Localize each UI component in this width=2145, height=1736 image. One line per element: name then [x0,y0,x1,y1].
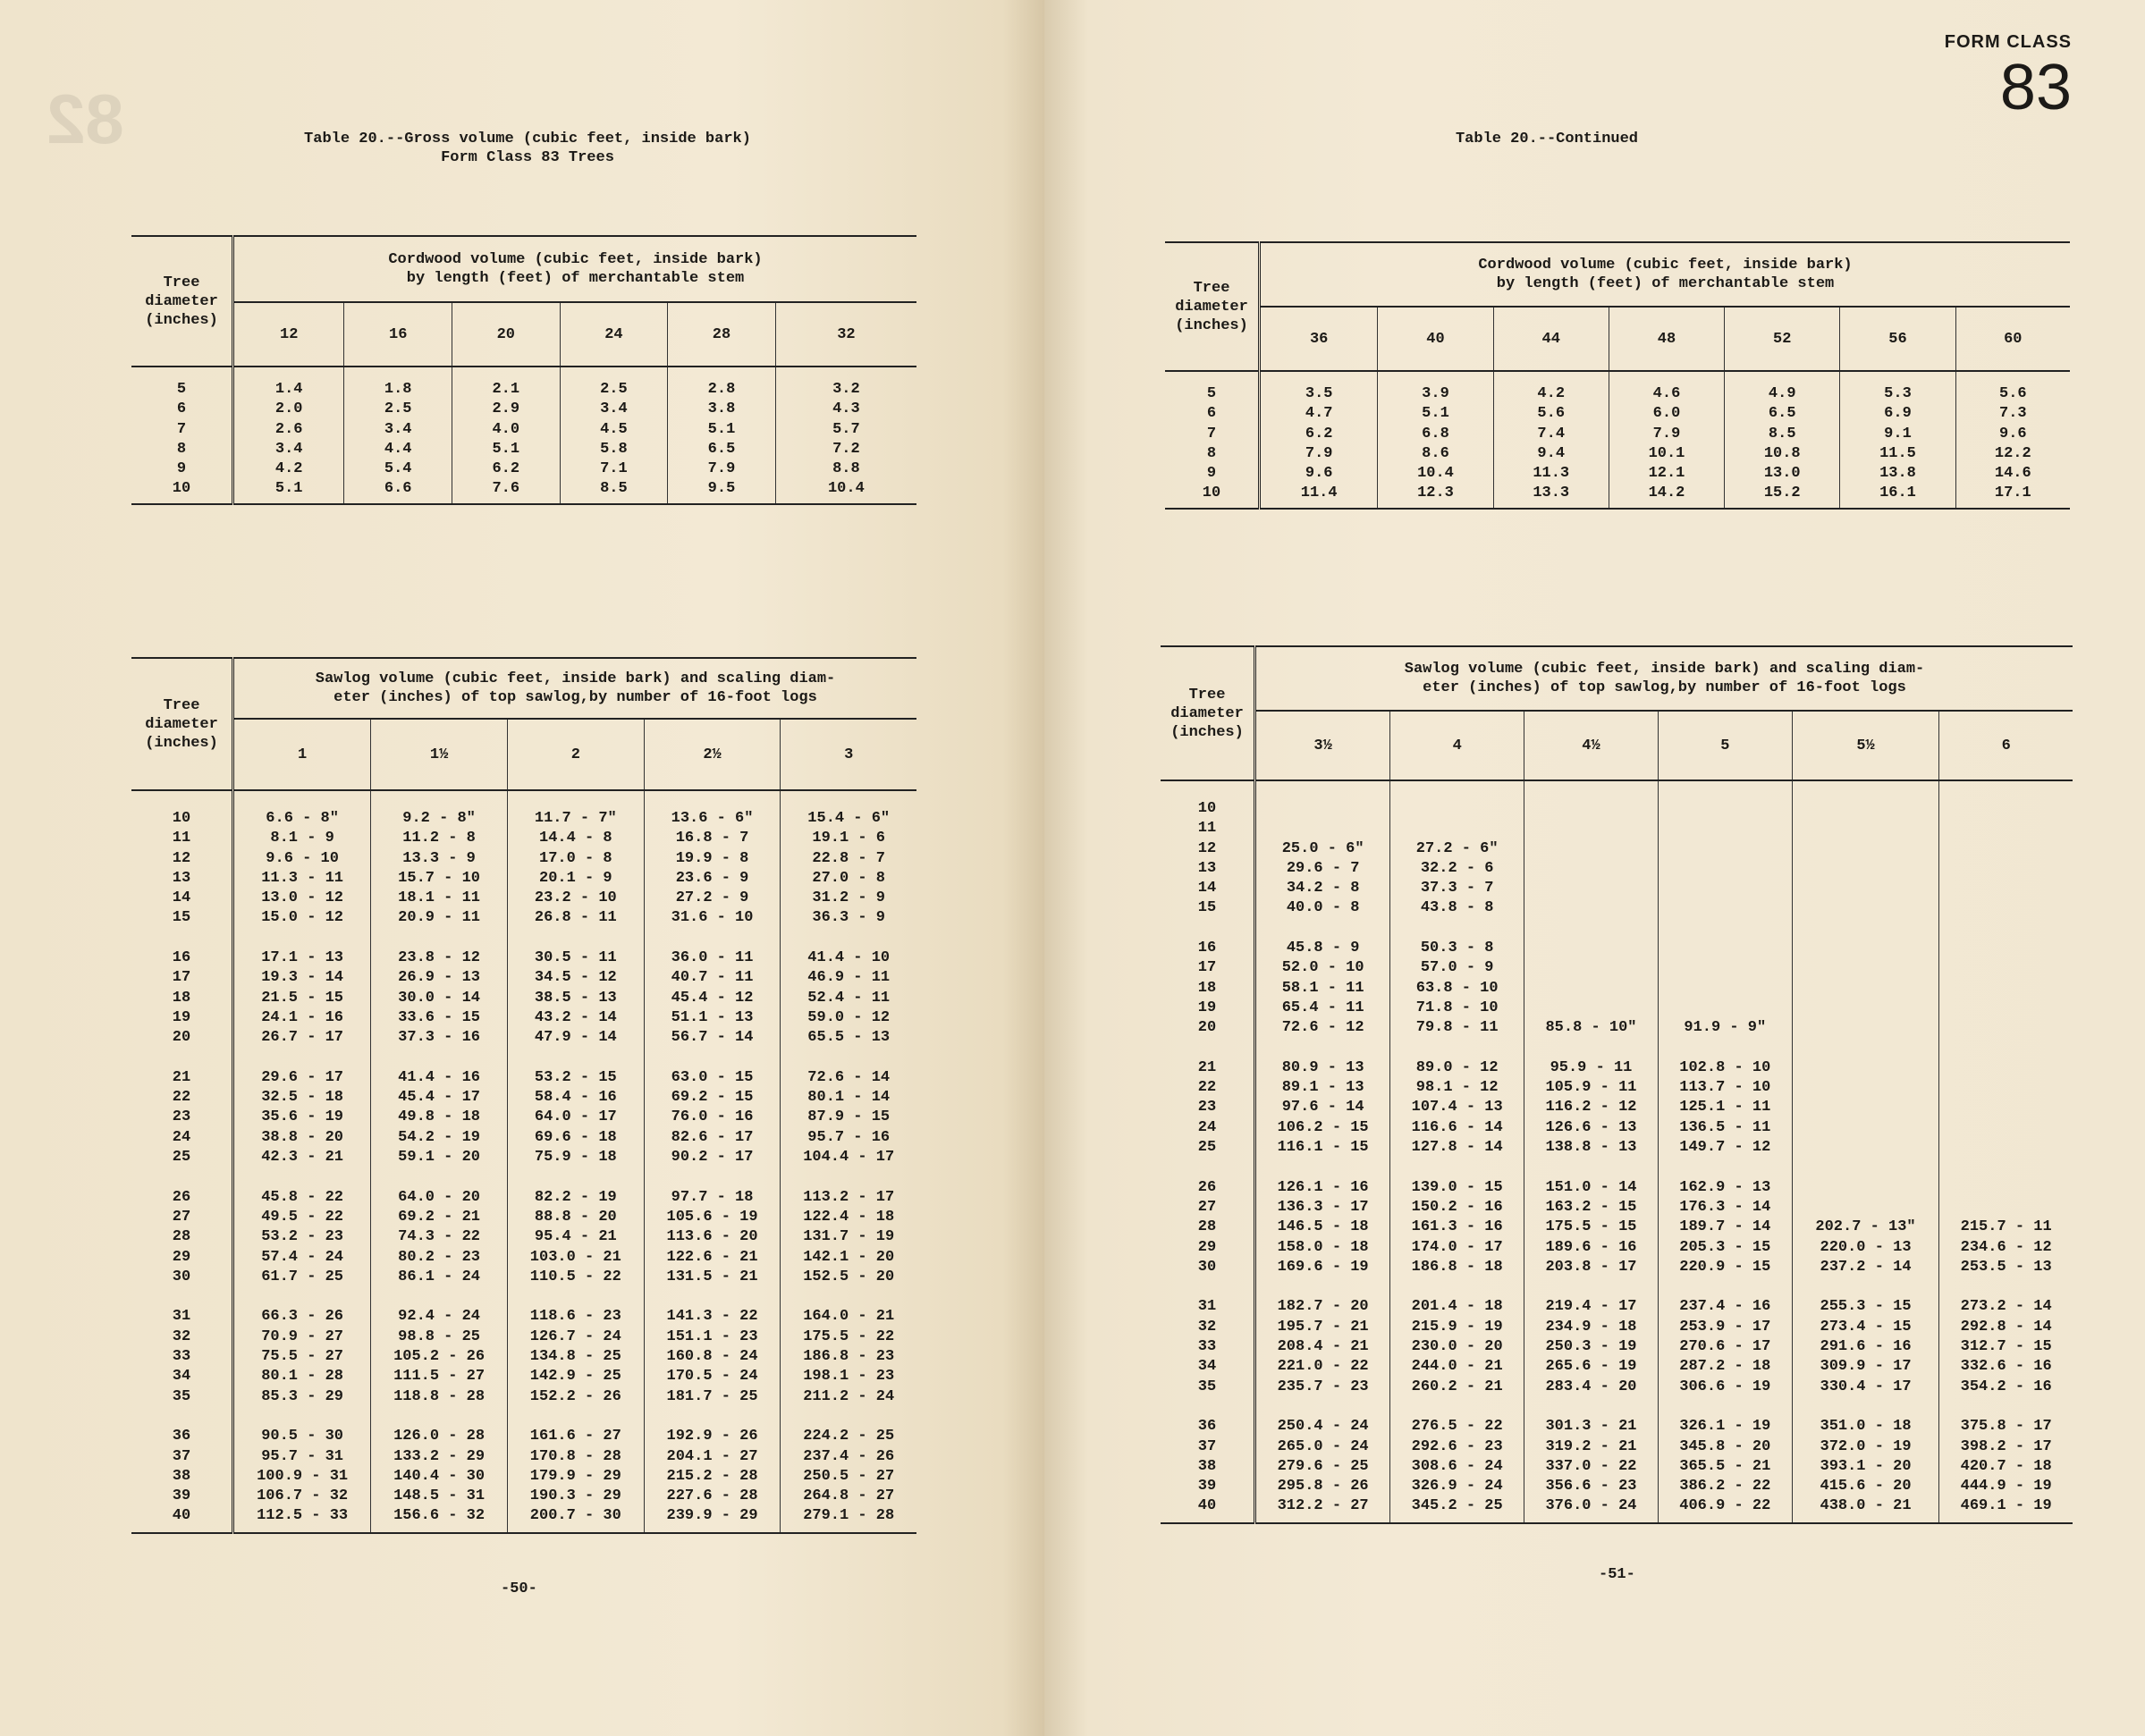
value-column: 2.5 3.4 4.5 5.8 7.1 8.5 [560,367,668,504]
value-column: 215.7 - 11 234.6 - 12 253.5 - 13 273.2 - 14 292.8 - 14 312.7 - 15 332.6 - 16 354.2 - 16 375.8 - 17 398.2 - 17 420.7 - 18 444.9 - 19 469.1 - 19 [1939,780,2073,1523]
column-header: 52 [1725,307,1840,371]
column-header: 48 [1609,307,1724,371]
value-column: 15.4 - 6" 19.1 - 6 22.8 - 7 27.0 - 8 31.2 - 9 36.3 - 9 41.4 - 10 46.9 - 11 52.4 - 11 59.0 - 12 65.5 - 13 72.6 - 14 80.1 - 14 87.9 - 15 95.7 - 16 104.4 - 17 113.2 - 17 122.4 - 18 131.7 - 19 142.1 - 20 152.5 - 20 164.0 - 21 175.5 - 22 186.8 - 23 198.1 - 23 211.2 - 24 224.2 - 25 237.4 - 26 250.5 - 27 264.8 - 27 279.1 - 28 [781,790,916,1533]
value-column: 5.6 7.3 9.6 12.2 14.6 17.1 [1955,371,2070,509]
value-column: 6.6 - 8" 8.1 - 9 9.6 - 10 11.3 - 11 13.0 - 12 15.0 - 12 17.1 - 13 19.3 - 14 21.5 - 15 24.1 - 16 26.7 - 17 29.6 - 17 32.5 - 18 35.6 - 19 38.8 - 20 42.3 - 21 45.8 - 22 49.5 - 22 53.2 - 23 57.4 - 24 61.7 - 25 66.3 - 26 70.9 - 27 75.5 - 27 80.1 - 28 85.3 - 29 90.5 - 30 95.7 - 31 100.9 - 31 106.7 - 32 112.5 - 33 [257,810,349,1525]
diameter-column: 10 11 12 13 14 15 16 17 18 19 20 21 22 23 24 25 26 27 28 29 30 31 32 33 34 35 36 37 38 39 40 [1161,780,1255,1523]
left-title-line-1: Table 20.--Gross volume (cubic feet, inside bark) [304,131,751,147]
column-header: 6 [1939,711,2073,780]
column-header: 1 [233,719,371,790]
value-column: 4.6 6.0 7.9 10.1 12.1 14.2 [1609,371,1724,509]
column-header: 4 [1390,711,1524,780]
right-sawlog-table [1161,645,2073,1524]
cordwood-group-header: Cordwood volume (cubic feet, inside bark) by length (feet) of merchantable stem [1260,242,2071,307]
column-header: 1½ [371,719,508,790]
value-column: 2.8 3.8 5.1 6.5 7.9 9.5 [668,367,776,504]
diameter-column: 10 11 12 13 14 15 16 17 18 19 20 21 22 23 24 25 26 27 28 29 30 31 32 33 34 35 36 37 38 39 40 [131,790,233,1533]
value-column: 27.2 - 6" 32.2 - 6 37.3 - 7 43.8 - 8 50.3 - 8 57.0 - 9 63.8 - 10 71.8 - 10 79.8 - 11 89.0 - 12 98.1 - 12 107.4 - 13 116.6 - 14 127.8 - 14 139.0 - 15 150.2 - 16 161.3 - 16 174.0 - 17 186.8 - 18 201.4 - 18 215.9 - 19 230.0 - 20 244.0 - 21 260.2 - 21 276.5 - 22 292.6 - 23 308.6 - 24 326.9 - 24 345.2 - 25 [1390,780,1524,1523]
page-number: -51- [1599,1566,1635,1583]
page-number: -50- [501,1580,537,1597]
column-header: 12 [233,302,344,367]
diameter-header: Tree diameter (inches) [1165,242,1260,371]
column-header: 28 [668,302,776,367]
value-column: 13.6 - 6" 16.8 - 7 19.9 - 8 23.6 - 9 27.2 - 9 31.6 - 10 36.0 - 11 40.7 - 11 45.4 - 12 51.1 - 13 56.7 - 14 63.0 - 15 69.2 - 15 76.0 - 16 82.6 - 17 90.2 - 17 97.7 - 18 105.6 - 19 113.6 - 20 122.6 - 21 131.5 - 21 141.3 - 22 151.1 - 23 160.8 - 24 170.5 - 24 181.7 - 25 192.9 - 26 204.1 - 27 215.2 - 28 227.6 - 28 239.9 - 29 [644,790,781,1533]
diameter-column: 5 6 7 8 9 10 [131,367,233,504]
bleed-through-page-number: 82 [46,80,124,158]
column-header: 4½ [1524,711,1659,780]
value-column: 9.2 - 8" 11.2 - 8 13.3 - 9 15.7 - 10 18.1 - 11 20.9 - 11 23.8 - 12 26.9 - 13 30.0 - 14 33.6 - 15 37.3 - 16 41.4 - 16 45.4 - 17 49.8 - 18 54.2 - 19 59.1 - 20 64.0 - 20 69.2 - 21 74.3 - 22 80.2 - 23 86.1 - 24 92.4 - 24 98.8 - 25 105.2 - 26 111.5 - 27 118.8 - 28 126.0 - 28 133.2 - 29 140.4 - 30 148.5 - 31 156.6 - 32 [371,790,508,1533]
column-header: 60 [1955,307,2070,371]
diameter-header: Tree diameter (inches) [1161,646,1255,780]
left-sawlog-table [131,657,916,1534]
column-header: 36 [1260,307,1378,371]
value-column: 3.5 4.7 6.2 7.9 9.6 11.4 [1300,385,1338,502]
column-header: 44 [1493,307,1609,371]
form-class-label: FORM CLASS [1944,32,2072,52]
value-column: 3.9 5.1 6.8 8.6 10.4 12.3 [1378,371,1493,509]
value-column: 1.8 2.5 3.4 4.4 5.4 6.6 [344,367,452,504]
value-column: 4.9 6.5 8.5 10.8 13.0 15.2 [1725,371,1840,509]
form-class-number: 83 [1999,52,2072,123]
value-column: 3.2 4.3 5.7 7.2 8.8 10.4 [775,367,916,504]
column-header: 2½ [644,719,781,790]
value-column: 91.9 - 9" 102.8 - 10 113.7 - 10 125.1 - 11 136.5 - 11 149.7 - 12 162.9 - 13 176.3 - 14 189.7 - 14 205.3 - 15 220.9 - 15 237.4 - 16 253.9 - 17 270.6 - 17 287.2 - 18 306.6 - 19 326.1 - 19 345.8 - 20 365.5 - 21 386.2 - 22 406.9 - 22 [1658,780,1792,1523]
column-header: 40 [1378,307,1493,371]
left-cordwood-table [131,235,916,505]
value-column: 1.4 2.0 2.6 3.4 4.2 5.1 [274,381,303,498]
value-column: 5.3 6.9 9.1 11.5 13.8 16.1 [1840,371,1955,509]
value-column: 85.8 - 10" 95.9 - 11 105.9 - 11 116.2 - 12 126.6 - 13 138.8 - 13 151.0 - 14 163.2 - 15 175.5 - 15 189.6 - 16 203.8 - 17 219.4 - 17 234.9 - 18 250.3 - 19 265.6 - 19 283.4 - 20 301.3 - 21 319.2 - 21 337.0 - 22 356.6 - 23 376.0 - 24 [1524,780,1659,1523]
left-page [0,0,1044,1736]
right-table-title: Table 20.--Continued [1455,131,1639,147]
value-column: 2.1 2.9 4.0 5.1 6.2 7.6 [452,367,561,504]
column-header: 3½ [1255,711,1390,780]
right-cordwood-table [1165,241,2070,510]
diameter-column: 5 6 7 8 9 10 [1165,371,1260,509]
column-header: 5 [1658,711,1792,780]
column-header: 24 [560,302,668,367]
value-column: 11.7 - 7" 14.4 - 8 17.0 - 8 20.1 - 9 23.2 - 10 26.8 - 11 30.5 - 11 34.5 - 12 38.5 - 13 43.2 - 14 47.9 - 14 53.2 - 15 58.4 - 16 64.0 - 17 69.6 - 18 75.9 - 18 82.2 - 19 88.8 - 20 95.4 - 21 103.0 - 21 110.5 - 22 118.6 - 23 126.7 - 24 134.8 - 25 142.9 - 25 152.2 - 26 161.6 - 27 170.8 - 28 179.9 - 29 190.3 - 29 200.7 - 30 [507,790,644,1533]
diameter-header: Tree diameter (inches) [131,658,233,790]
column-header: 5½ [1792,711,1939,780]
column-header: 20 [452,302,561,367]
value-column: 202.7 - 13" 220.0 - 13 237.2 - 14 255.3 - 15 273.4 - 15 291.6 - 16 309.9 - 17 330.4 - 17 351.0 - 18 372.0 - 19 393.1 - 20 415.6 - 20 438.0 - 21 [1792,780,1939,1523]
value-column: 4.2 5.6 7.4 9.4 11.3 13.3 [1493,371,1609,509]
column-header: 32 [775,302,916,367]
right-page [1044,0,2145,1736]
column-header: 3 [781,719,916,790]
diameter-header: Tree diameter (inches) [131,236,233,367]
column-header: 56 [1840,307,1955,371]
left-table-title [259,130,796,167]
sawlog-group-header: Sawlog volume (cubic feet, inside bark) and scaling diam- eter (inches) of top sawlog,by number of 16-foot logs [233,658,917,719]
cordwood-group-header: Cordwood volume (cubic feet, inside bark) by length (feet) of merchantable stem [233,236,917,302]
value-column: 25.0 - 6" 29.6 - 7 34.2 - 8 40.0 - 8 45.8 - 9 52.0 - 10 58.1 - 11 65.4 - 11 72.6 - 12 80.9 - 13 89.1 - 13 97.6 - 14 106.2 - 15 116.1 - 15 126.1 - 16 136.3 - 17 146.5 - 18 158.0 - 18 169.6 - 19 182.7 - 20 195.7 - 21 208.4 - 21 221.0 - 22 235.7 - 23 250.4 - 24 265.0 - 24 279.6 - 25 295.8 - 26 312.2 - 27 [1277,839,1369,1515]
column-header: 16 [344,302,452,367]
left-title-line-2: Form Class 83 Trees [441,149,614,166]
column-header: 2 [507,719,644,790]
form-class-tab [1945,32,2072,121]
sawlog-group-header: Sawlog volume (cubic feet, inside bark) and scaling diam- eter (inches) of top sawlog,by number of 16-foot logs [1255,646,2073,711]
